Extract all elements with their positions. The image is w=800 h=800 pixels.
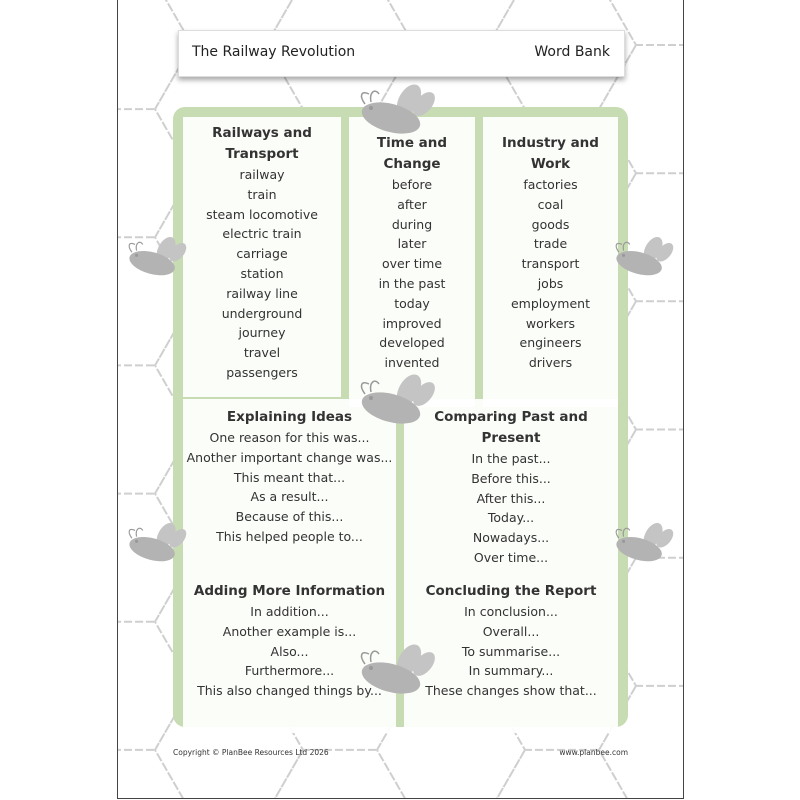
- word: transport: [521, 256, 580, 272]
- phrase: This meant that...: [233, 469, 346, 485]
- section-title: Concluding the Report: [425, 583, 597, 599]
- phrase: Today...: [487, 510, 535, 526]
- section-title: Industry and Work: [502, 135, 599, 172]
- bee-icon: [121, 520, 191, 565]
- section-title: Comparing Past and Present: [434, 409, 588, 446]
- word: underground: [221, 305, 303, 321]
- website-text: www.planbee.com: [559, 748, 628, 757]
- word: later: [397, 236, 427, 252]
- phrase: This also changed things by...: [197, 683, 382, 699]
- phrase: Another important change was...: [186, 449, 393, 465]
- phrase: After this...: [476, 490, 546, 506]
- word: train: [247, 186, 277, 202]
- word: in the past: [378, 275, 446, 291]
- word: factories: [523, 177, 578, 192]
- phrase: Nowadays...: [472, 530, 550, 546]
- word: trade: [533, 236, 568, 252]
- phrase: In conclusion...: [464, 604, 558, 619]
- word: carriage: [236, 246, 288, 262]
- phrase: Before this...: [471, 470, 551, 486]
- bee-icon: [608, 520, 678, 565]
- word: railway line: [226, 285, 298, 301]
- section-title: Time and Change: [376, 135, 448, 172]
- section-time-and-change: [349, 117, 475, 407]
- bee-icon: [351, 82, 441, 137]
- word: over time: [381, 256, 443, 272]
- phrase: These changes show that...: [425, 683, 597, 699]
- bee-icon: [351, 372, 441, 427]
- word: goods: [531, 216, 570, 232]
- section-title: Railways and Transport: [212, 125, 312, 162]
- word: engineers: [519, 335, 582, 351]
- word: railway: [239, 167, 285, 182]
- word: steam locomotive: [206, 206, 318, 222]
- phrase: Also...: [270, 643, 309, 659]
- bee-icon: [608, 234, 678, 279]
- word-bank-label: Word Bank: [534, 44, 610, 60]
- word: developed: [379, 335, 445, 351]
- word: today: [394, 295, 430, 311]
- copyright-text: Copyright © PlanBee Resources Ltd 2026: [173, 748, 329, 757]
- phrase: One reason for this was...: [209, 430, 370, 445]
- bee-icon: [121, 234, 191, 279]
- bee-icon: [351, 642, 441, 697]
- phrase: Because of this...: [235, 509, 344, 525]
- phrase: This helped people to...: [216, 528, 363, 544]
- phrase: Furthermore...: [244, 663, 335, 679]
- word: station: [240, 265, 284, 281]
- word: coal: [537, 196, 564, 212]
- section-railways-and-transport: [183, 117, 341, 397]
- phrase: To summarise...: [461, 643, 561, 659]
- word: during: [391, 216, 433, 232]
- word: passengers: [226, 364, 298, 380]
- word: before: [391, 177, 433, 192]
- word: invented: [384, 355, 440, 371]
- worksheet-header: [178, 30, 625, 77]
- word: improved: [382, 315, 442, 331]
- section-title: Explaining Ideas: [226, 409, 353, 425]
- section-title: Adding More Information: [193, 583, 386, 599]
- phrase: Another example is...: [222, 623, 357, 639]
- word: drivers: [528, 355, 573, 371]
- word: jobs: [537, 275, 564, 291]
- phrase: Overall...: [482, 623, 540, 639]
- word: employment: [510, 295, 590, 311]
- word: after: [397, 196, 427, 212]
- phrase: Over time...: [473, 549, 549, 565]
- phrase: In summary...: [468, 663, 554, 679]
- phrase: As a result...: [250, 489, 329, 505]
- phrase: In the past...: [471, 451, 551, 466]
- word: electric train: [222, 226, 302, 242]
- phrase: In addition...: [250, 604, 329, 619]
- word: workers: [525, 315, 576, 331]
- worksheet-page: [117, 0, 684, 799]
- word: travel: [243, 345, 281, 361]
- section-industry-and-work: [483, 117, 618, 407]
- worksheet-title: The Railway Revolution: [192, 44, 356, 60]
- word: journey: [238, 325, 286, 341]
